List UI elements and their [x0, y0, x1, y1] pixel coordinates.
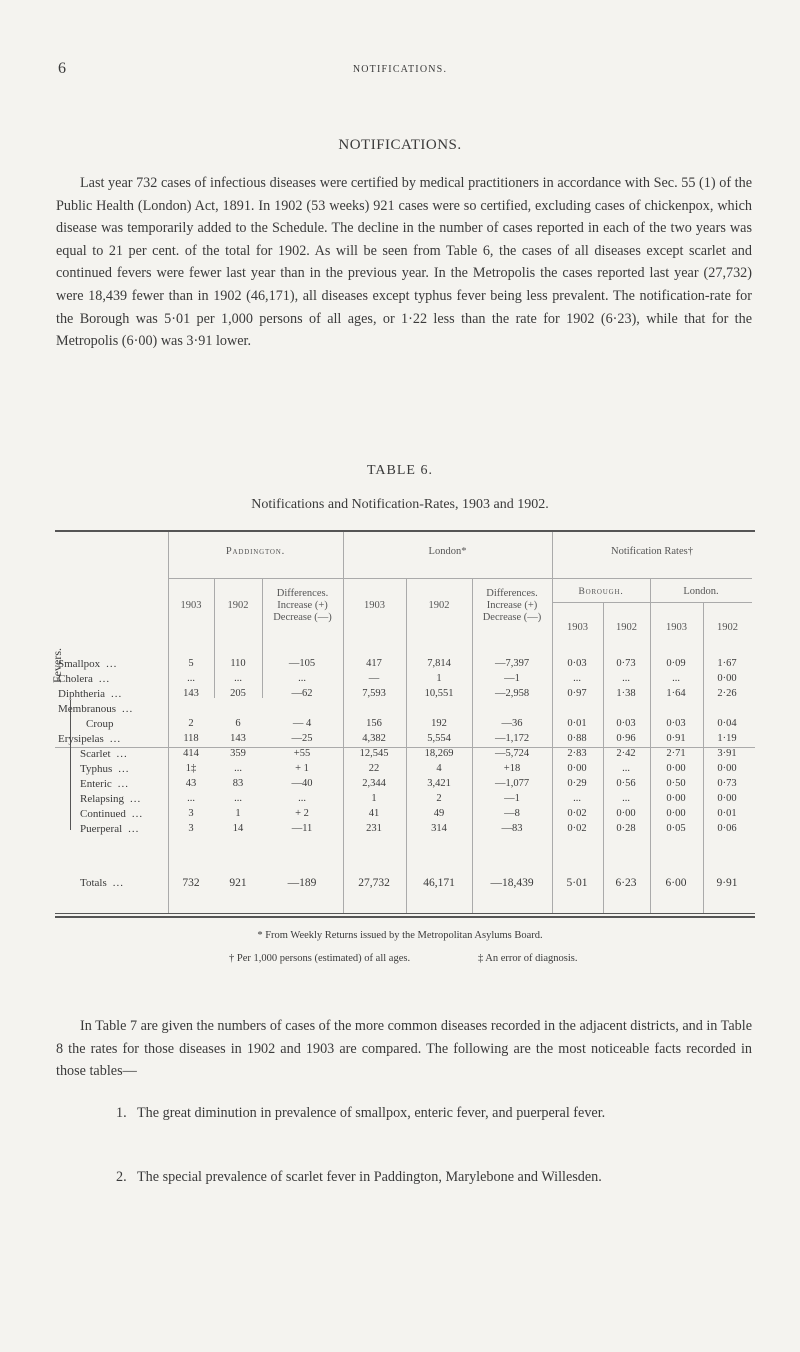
table-cell: ...	[187, 673, 195, 684]
table-cell: —7,397	[494, 658, 530, 669]
row-label-text: Enteric	[80, 778, 112, 790]
table-cell: 732	[182, 877, 200, 889]
table-cell: 0·01	[567, 718, 587, 729]
table-cell: 49	[433, 808, 445, 819]
intro-paragraph: Last year 732 cases of infectious diseases were certified by medical practitioners in accordance with Sec. 55 (1) of the Public Health (London) Act, 1891. In 1902 (53 weeks) 921 cases were so certified, excluding cases of chickenpox, which disease was temporarily added to the Schedule. The decline in the number of cases reported in each of the two years was equal to 21 per cent. of the total for 1902. As will be seen from Table 6, the cases of all diseases except scarlet and continued fevers were fewer last year than in the previous year. In the Metropolis the cases reported last year (27,732) were 18,439 fewer than in 1902 (46,171), all diseases except typhus fever being less prevalent. The notification-rate for the Borough was 5·01 per 1,000 persons of all ages, or 1·22 less than the rate for 1902 (6·23), while that for the Metropolis (6·00) was 3·91 lower.	[56, 175, 752, 350]
table-cell: 414	[183, 748, 199, 759]
table-cell: 0·28	[616, 823, 636, 834]
table-cell: 3,421	[427, 778, 451, 789]
diff-label-2: Increase (+)	[486, 600, 538, 611]
table-cell: 0·91	[666, 733, 686, 744]
table-cell: — 4	[292, 718, 312, 729]
page-number: 6	[58, 60, 66, 77]
rates-header: Notification Rates†	[611, 546, 693, 557]
fevers-brace	[70, 700, 71, 830]
table-cell: —83	[501, 823, 523, 834]
list-item-text: The special prevalence of scarlet fever in Paddington, Marylebone and Willesden.	[137, 1169, 602, 1185]
table-cell: 1·64	[666, 688, 686, 699]
table-cell: 27,732	[358, 877, 390, 889]
row-label-text: Typhus	[80, 763, 113, 775]
table-cell: 22	[368, 763, 380, 774]
table-cell: 1	[235, 808, 241, 819]
footnote-per-thousand: † Per 1,000 persons (estimated) of all ages.	[229, 953, 411, 964]
leader-dots: ...	[109, 733, 122, 745]
table-cell: ...	[298, 673, 306, 684]
table-cell: —62	[291, 688, 313, 699]
table-cell: 2,344	[362, 778, 386, 789]
table-cell: 46,171	[423, 877, 455, 889]
table-cell: ...	[622, 763, 630, 774]
table-cell: —2,958	[494, 688, 530, 699]
header-rule	[552, 602, 752, 603]
table-cell: 5·01	[566, 877, 588, 889]
table-cell: 0·00	[666, 808, 686, 819]
leader-dots: ...	[122, 703, 134, 715]
table-cell: 6·00	[665, 877, 687, 889]
table-cell: 0·00	[666, 793, 686, 804]
table-cell: 5,554	[427, 733, 451, 744]
table-caption: Notifications and Notification-Rates, 1903 and 1902.	[251, 497, 549, 512]
list-item-number: 2.	[116, 1169, 127, 1185]
table-cell: 0·97	[567, 688, 587, 699]
table-cell: 2·42	[616, 748, 636, 759]
col-divider	[406, 578, 407, 913]
col-header-1903: 1903	[364, 600, 385, 611]
table-cell: 7,593	[362, 688, 386, 699]
table-cell: 0·09	[666, 658, 686, 669]
row-label	[80, 877, 124, 889]
footnote-error: ‡ An error of diagnosis.	[478, 953, 578, 964]
table-cell: 192	[431, 718, 447, 729]
row-label	[80, 748, 128, 760]
row-label	[86, 718, 120, 730]
table-cell: —11	[291, 823, 313, 834]
row-label	[58, 688, 122, 700]
table-cell: 143	[230, 733, 246, 744]
table-cell: 4	[436, 763, 442, 774]
col-header-1902: 1902	[616, 622, 637, 633]
table-bottom-rule	[55, 913, 755, 914]
table-cell: 231	[366, 823, 382, 834]
diff-label-3: Decrease (—)	[482, 612, 542, 623]
list-item-text: The great diminution in prevalence of smallpox, enteric fever, and puerperal fever.	[137, 1105, 606, 1121]
table-cell: 7,814	[427, 658, 451, 669]
section-title: NOTIFICATIONS.	[338, 137, 462, 153]
row-label-text: Membranous	[58, 703, 117, 715]
table-cell: 1	[371, 793, 377, 804]
table-cell: ...	[234, 763, 242, 774]
leader-dots: ...	[117, 778, 130, 790]
table-cell: 10,551	[424, 688, 454, 699]
table-cell: 0·05	[666, 823, 686, 834]
leader-dots: ...	[111, 688, 123, 700]
table-cell: 3	[188, 823, 194, 834]
leader-dots: ...	[130, 793, 142, 805]
row-label-text: Totals	[80, 877, 107, 889]
table-cell: 18,269	[424, 748, 454, 759]
table-top-rule	[55, 530, 755, 532]
table-cell: 2·26	[717, 688, 737, 699]
row-label-text: Croup	[86, 718, 114, 730]
row-label	[80, 778, 129, 790]
table-cell: —25	[291, 733, 313, 744]
london-rates-header: London.	[683, 586, 719, 597]
table-cell: —1	[504, 673, 520, 684]
table-cell: 6·23	[615, 877, 637, 889]
table-cell: 0·03	[567, 658, 587, 669]
col-header-1903: 1903	[567, 622, 588, 633]
table-cell: ...	[672, 673, 680, 684]
row-label	[80, 823, 139, 835]
table-cell: —105	[288, 658, 316, 669]
row-label-text: Smallpox	[58, 658, 101, 670]
table-cell: ...	[622, 793, 630, 804]
table-cell: 110	[230, 658, 246, 669]
leader-dots: ...	[106, 658, 118, 670]
table-cell: 0·00	[717, 673, 737, 684]
table-cell: 0·00	[567, 763, 587, 774]
diff-label-3: Decrease (—)	[273, 612, 332, 623]
body-paragraph: In Table 7 are given the numbers of cases of the more common diseases recorded in the adjacent districts, and in Table 8 the rates for those diseases in 1902 and 1903 are compared. The following are the most noticeable facts recorded in those tables—	[56, 1018, 752, 1080]
table-cell: —189	[287, 877, 317, 889]
row-label	[80, 763, 129, 775]
col-divider	[472, 578, 473, 913]
table-bottom-rule-2	[55, 916, 755, 918]
col-header-1903: 1903	[666, 622, 687, 633]
table-cell: +18	[503, 763, 521, 774]
col-header-1902: 1902	[717, 622, 738, 633]
col-header-1902: 1902	[428, 600, 450, 611]
table-cell: 2	[188, 718, 194, 729]
borough-header: Borough.	[578, 587, 624, 597]
leader-dots: ...	[112, 877, 124, 889]
table-cell: 0·56	[616, 778, 636, 789]
table-cell: + 2	[295, 808, 309, 819]
table-cell: 156	[366, 718, 382, 729]
table-cell: 1·19	[717, 733, 737, 744]
row-label-text: Relapsing	[80, 793, 124, 805]
table-cell: 0·03	[666, 718, 686, 729]
table-cell: 143	[183, 688, 199, 699]
table-cell: 1·38	[616, 688, 636, 699]
table-label: TABLE 6.	[367, 463, 433, 478]
table-cell: 1‡	[185, 763, 197, 774]
table-cell: 0·50	[666, 778, 686, 789]
table-cell: 2·71	[666, 748, 686, 759]
diff-label-1: Differences.	[486, 588, 538, 599]
leader-dots: ...	[98, 673, 111, 685]
leader-dots: ...	[128, 823, 140, 835]
london-header: London*	[428, 546, 467, 557]
table-cell: 14	[232, 823, 244, 834]
table-cell: 0·04	[717, 718, 737, 729]
table-cell: —18,439	[490, 877, 534, 889]
table-cell: 3	[188, 808, 194, 819]
list-item-number: 1.	[116, 1105, 127, 1121]
table-cell: 0·00	[717, 793, 737, 804]
leader-dots: ...	[118, 763, 130, 775]
table-cell: —1,172	[494, 733, 530, 744]
table-cell: ...	[573, 673, 581, 684]
fevers-label: Fevers.	[50, 648, 64, 683]
table-cell: 1·67	[717, 658, 737, 669]
col-header-differences	[262, 588, 343, 624]
table-cell: 0·00	[717, 763, 737, 774]
table-cell: 2·83	[567, 748, 587, 759]
table-cell: 3·91	[717, 748, 737, 759]
table-cell: 0·00	[616, 808, 636, 819]
col-header-1902: 1902	[227, 600, 249, 611]
table-cell: ...	[622, 673, 630, 684]
row-label	[58, 733, 121, 745]
row-label-text: Cholera	[58, 673, 93, 685]
table-cell: 0·29	[567, 778, 587, 789]
table-cell: ...	[187, 793, 195, 804]
table-cell: 41	[368, 808, 380, 819]
table-cell: —36	[501, 718, 523, 729]
row-label-text: Erysipelas	[58, 733, 104, 745]
col-header-differences	[472, 588, 552, 624]
leader-dots: ...	[131, 808, 144, 820]
table-cell: 314	[431, 823, 447, 834]
col-header-1903: 1903	[180, 600, 202, 611]
row-label	[80, 793, 141, 805]
table-cell: 9·91	[716, 877, 738, 889]
table-cell: 12,545	[359, 748, 389, 759]
table-cell: —1	[504, 793, 520, 804]
table-cell: 43	[185, 778, 197, 789]
table-cell: 4,382	[362, 733, 386, 744]
table-cell: 0·06	[717, 823, 737, 834]
table-cell: 921	[229, 877, 247, 889]
table-cell: 417	[366, 658, 382, 669]
table-cell: 83	[232, 778, 244, 789]
row-label	[80, 808, 143, 820]
row-label	[58, 658, 117, 670]
running-head: NOTIFICATIONS.	[352, 64, 448, 75]
table-cell: 5	[188, 658, 194, 669]
table-cell: 0·88	[567, 733, 587, 744]
table-cell: 0·01	[717, 808, 737, 819]
row-label	[58, 673, 110, 685]
row-label-text: Diphtheria	[58, 688, 106, 700]
header-rule	[168, 578, 752, 579]
diff-label-1: Differences.	[276, 588, 329, 599]
table-cell: 0·03	[616, 718, 636, 729]
table-cell: ...	[573, 793, 581, 804]
row-label-text: Puerperal	[80, 823, 123, 835]
footnote-asylums: * From Weekly Returns issued by the Metropolitan Asylums Board.	[257, 930, 543, 941]
row-label	[58, 703, 133, 715]
table-cell: 1	[436, 673, 442, 684]
table-cell: 0·02	[567, 823, 587, 834]
table-cell: 359	[230, 748, 246, 759]
table-cell: —	[368, 673, 380, 684]
table-cell: ...	[234, 673, 242, 684]
table-cell: —8	[504, 808, 520, 819]
row-label-text: Continued	[80, 808, 126, 820]
table-cell: 6	[235, 718, 241, 729]
table-cell: 0·73	[616, 658, 636, 669]
leader-dots: ...	[116, 748, 128, 760]
table-cell: 0·73	[717, 778, 737, 789]
table-cell: 0·96	[616, 733, 636, 744]
table-cell: —5,724	[494, 748, 530, 759]
table-cell: 2	[436, 793, 442, 804]
diff-label-2: Increase (+)	[277, 600, 328, 611]
row-label-text: Scarlet	[80, 748, 111, 760]
table-cell: 205	[230, 688, 246, 699]
table-cell: ...	[234, 793, 242, 804]
table-cell: —40	[291, 778, 313, 789]
table-cell: 0·02	[567, 808, 587, 819]
table-cell: 118	[183, 733, 199, 744]
table-cell: + 1	[295, 763, 309, 774]
paddington-header: Paddington.	[225, 546, 286, 557]
table-cell: +55	[293, 748, 311, 759]
table-cell: ...	[298, 793, 306, 804]
table-cell: —1,077	[494, 778, 530, 789]
table-cell: 0·00	[666, 763, 686, 774]
